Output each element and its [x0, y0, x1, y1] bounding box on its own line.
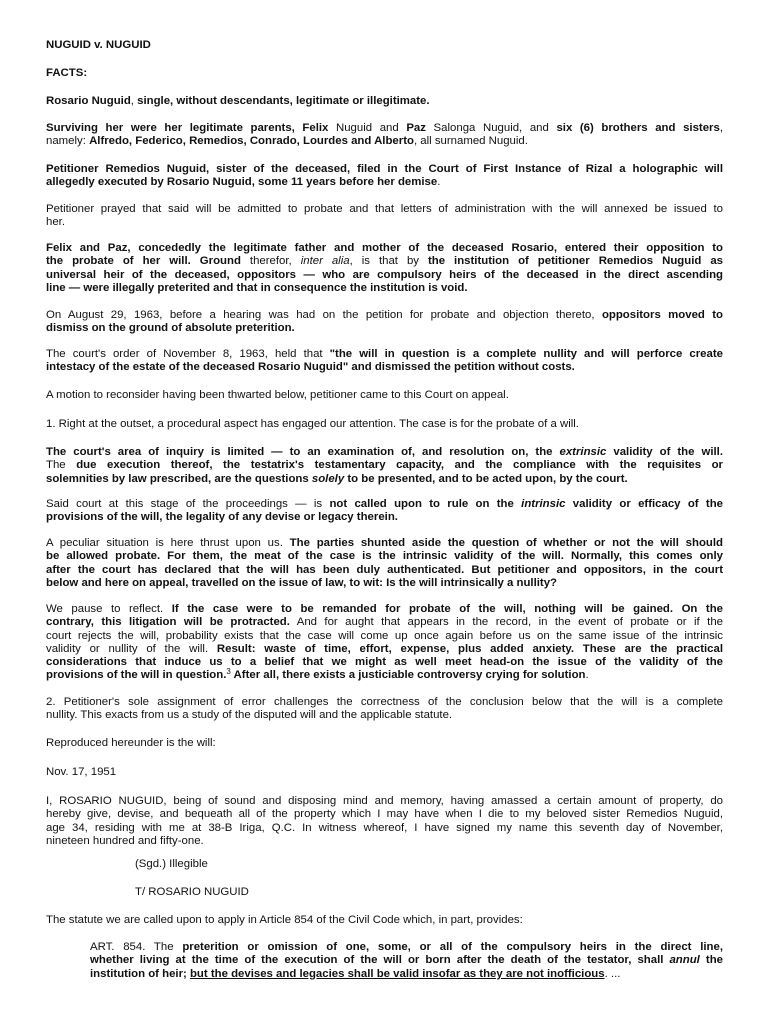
paragraph-9: 1. Right at the outset, a procedural aspect has engaged our attention. The case is for the probate of a will.	[46, 418, 579, 430]
paragraph-10: The court's area of inquiry is limited — to an examination of, and resolution on, the extrinsic validity of the will. The due execution thereof, the testatrix's testamentary capacity, and the compliance with the requisites or solemnities by law prescribed, are the questions solely to be presented, and to be acted upon, by the court.	[46, 446, 724, 485]
paragraph-5: Felix and Paz, concededly the legitimate father and mother of the deceased Rosario, entered their opposition to the probate of her will. Ground therefor, inter alia, is that by the institution of petitioner Remedios Nuguid as universal heir of the deceased, oppositors — who are compulsory heirs of the deceased in the direct ascending line — were illegally preterited and that in consequence the institution is void.	[46, 242, 723, 294]
will-date: Nov. 17, 1951	[46, 766, 117, 778]
paragraph-2: Surviving her were her legitimate parents, Felix Nuguid and Paz Salonga Nuguid, and six (6) brothers and sisters, namely: Alfredo, Federico, Remedios, Conrado, Lourdes and Alberto, all surnamed Nuguid.	[46, 122, 723, 148]
paragraph-4: Petitioner prayed that said will be admitted to probate and that letters of administration with the will annexed be issued to her.	[46, 203, 723, 229]
footnote-ref: 3	[226, 667, 231, 677]
paragraph-15: Reproduced hereunder is the will:	[46, 737, 216, 749]
paragraph-11: Said court at this stage of the proceedings — is not called upon to rule on the intrinsic validity or efficacy of the provisions of the will, the legality of any devise or legacy therein.	[46, 498, 723, 524]
paragraph-14: 2. Petitioner's sole assignment of error challenges the correctness of the conclusion below that the will is a complete nullity. This exacts from us a study of the disputed will and the applicable statute.	[46, 696, 723, 722]
paragraph-1: Rosario Nuguid, single, without descendants, legitimate or illegitimate.	[46, 95, 430, 107]
paragraph-12: A peculiar situation is here thrust upon us. The parties shunted aside the question of whether or not the will should be allowed probate. For them, the meat of the case is the intrinsic validity of the will. Normally, this comes only after the court has declared that the will has been duly authenticated. But petitioner and oppositors, in the court below and here on appeal, travelled on the issue of law, to wit: Is the will intrinsically a nullity?	[46, 537, 723, 589]
case-title: NUGUID v. NUGUID	[46, 39, 151, 51]
will-signatory: T/ ROSARIO NUGUID	[135, 886, 249, 898]
will-signature: (Sgd.) Illegible	[135, 858, 208, 870]
paragraph-7: The court's order of November 8, 1963, held that "the will in question is a complete nullity and will perforce create intestacy of the estate of the deceased Rosario Nuguid" and dismissed the petition without costs.	[46, 348, 723, 374]
paragraph-6: On August 29, 1963, before a hearing was had on the petition for probate and objection thereto, oppositors moved to dismiss on the ground of absolute preterition.	[46, 309, 723, 335]
paragraph-statute: The statute we are called upon to apply in Article 854 of the Civil Code which, in part, provides:	[46, 914, 523, 926]
paragraph-3: Petitioner Remedios Nuguid, sister of the deceased, filed in the Court of First Instance of Rizal a holographic will allegedly executed by Rosario Nuguid, some 11 years before her demise.	[46, 163, 723, 189]
will-text: I, ROSARIO NUGUID, being of sound and disposing mind and memory, having amassed a certain amount of property, do hereby give, devise, and bequeath all of the property which I may have when I die to my beloved sister Remedios Nuguid, age 34, residing with me at 38-B Iriga, Q.C. In witness whereof, I have signed my name this seventh day of November, nineteen hundred and fifty-one.	[46, 795, 723, 847]
article-854-quote: ART. 854. The preterition or omission of one, some, or all of the compulsory heirs in the direct line, whether living at the time of the execution of the will or born after the death of the testator, shall annul the institution of heir; but the devises and legacies shall be valid insofar as they are not inofficious. ...	[90, 941, 724, 980]
paragraph-13: We pause to reflect. If the case were to be remanded for probate of the will, nothing will be gained. On the contrary, this litigation will be protracted. And for aught that appears in the record, in the event of probate or if the court rejects the will, probability exists that the case will come up once again before us on the same issue of the intrinsic validity or nullity of the will. Result: waste of time, effort, expense, plus added anxiety. These are the practical considerations that induce us to a belief that we might as well meet head-on the issue of the validity of the provisions of the will in question.$^3$ After all, there exists a justiciable controversy crying for solution.	[46, 603, 723, 682]
facts-heading: FACTS:	[46, 67, 88, 79]
paragraph-8: A motion to reconsider having been thwarted below, petitioner came to this Court on appeal.	[46, 389, 509, 401]
